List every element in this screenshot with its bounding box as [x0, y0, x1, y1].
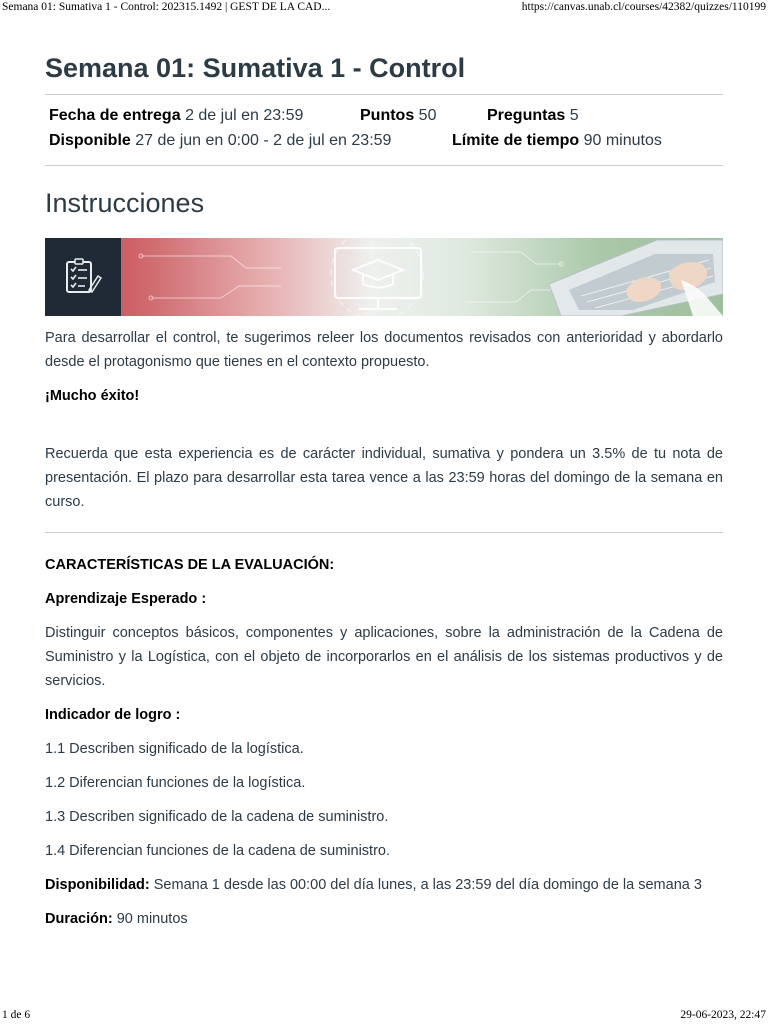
due-date: [49, 104, 303, 128]
availability-value: 27 de jun en 0:00 - 2 de jul en 23:59: [135, 132, 392, 149]
print-header-url: https://canvas.unab.cl/courses/42382/quizzes/110199: [521, 1, 766, 13]
questions-value: 5: [569, 107, 579, 124]
points: [360, 104, 436, 128]
instructions-paragraph-1: Para desarrollar el control, te sugerimos releer los documentos revisados con anterioridad y abordarlo desde el protagonismo que tienes en el contexto propuesto.: [45, 330, 723, 370]
indicator-item: 1.2 Diferencian funciones de la logística.: [45, 775, 306, 791]
instructions-body: [45, 326, 723, 931]
expected-learning-text: Distinguir conceptos básicos, componentes y aplicaciones, sobre la administración de la Cadena de Suministro y la Logística, con el objeto de incorporarlos en el análisis de los sistemas productivos y de servicios.: [45, 625, 723, 689]
questions: [487, 104, 579, 128]
duration-paragraph: [45, 907, 723, 931]
indicator-item: 1.1 Describen significado de la logística.: [45, 741, 304, 757]
time-limit: [452, 129, 662, 153]
points-value: 50: [418, 107, 437, 124]
quiz-details: [45, 94, 723, 166]
availability: [49, 129, 391, 153]
duration-label: Duración:: [45, 911, 113, 927]
due-date-label: Fecha de entrega: [49, 107, 181, 124]
points-label: Puntos: [360, 107, 415, 124]
quiz-details-row-2: [49, 129, 723, 154]
availability-paragraph-label: Disponibilidad:: [45, 877, 150, 893]
banner-artwork: [121, 238, 723, 316]
hands-typing-keyboard: [549, 240, 723, 316]
due-date-value: 2 de jul en 23:59: [185, 107, 304, 124]
instructions-banner: [45, 238, 723, 316]
availability-paragraph: [45, 873, 723, 897]
print-datetime: 29-06-2023, 22:47: [680, 1009, 766, 1021]
quiz-content: [45, 52, 723, 941]
spacer: [45, 418, 723, 442]
expected-learning-heading: Aprendizaje Esperado :: [45, 591, 207, 607]
time-limit-value: 90 minutos: [583, 132, 662, 149]
print-header-title: Semana 01: Sumativa 1 - Control: 202315.1492 | GEST DE LA CAD...: [2, 1, 331, 13]
characteristics-heading: CARACTERÍSTICAS DE LA EVALUACIÓN:: [45, 557, 335, 573]
good-luck-text: ¡Mucho éxito!: [45, 388, 140, 404]
duration-text: 90 minutos: [116, 911, 188, 927]
quiz-details-row-1: [49, 104, 723, 129]
availability-label: Disponible: [49, 132, 131, 149]
graduation-cap-monitor-icon: [331, 238, 423, 316]
instructions-paragraph-2: Recuerda que esta experiencia es de carácter individual, sumativa y pondera un 3.5% de tu nota de presentación. El plazo para desarrollar esta tarea vence a las 23:59 horas del domingo de la semana en curso.: [45, 446, 723, 510]
instructions-heading: Instrucciones: [45, 188, 205, 218]
page-number: 1 de 6: [2, 1009, 31, 1021]
time-limit-label: Límite de tiempo: [452, 132, 580, 149]
indicator-item: 1.3 Describen significado de la cadena de suministro.: [45, 809, 389, 825]
questions-label: Preguntas: [487, 107, 566, 124]
banner-icon-panel: [45, 238, 121, 316]
print-footer: [0, 1008, 768, 1026]
print-header: [0, 0, 768, 18]
achievement-indicator-heading: Indicador de logro :: [45, 707, 181, 723]
circuit-lines: [139, 252, 563, 302]
availability-paragraph-text: Semana 1 desde las 00:00 del día lunes, a las 23:59 del día domingo de la semana 3: [153, 877, 702, 893]
section-divider: [45, 532, 723, 533]
indicator-item: 1.4 Diferencian funciones de la cadena de suministro.: [45, 843, 390, 859]
page-title: Semana 01: Sumativa 1 - Control: [45, 53, 466, 83]
checklist-icon: [45, 238, 121, 316]
